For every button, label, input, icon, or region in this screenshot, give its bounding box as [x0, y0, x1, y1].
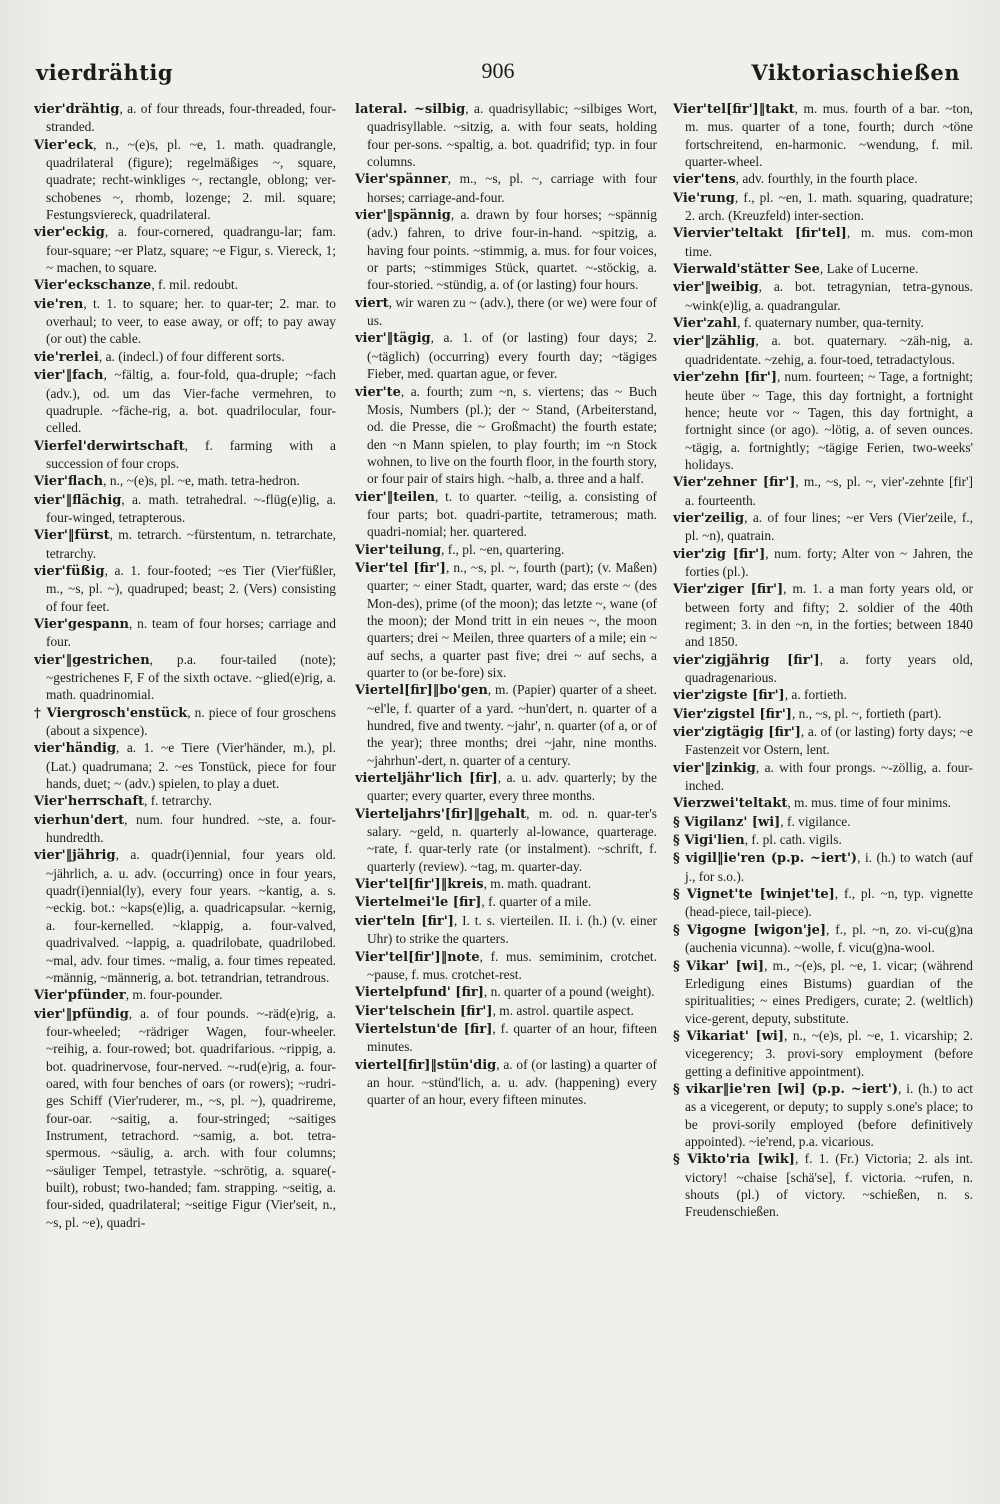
dictionary-entry: vier'‖gestrichen, p.a. four-tailed (note); ~gestrichenes F, F of the sixth octave. ~glied(e)rig, a. math. quadrinomial.	[34, 651, 336, 703]
dictionary-entry: Vier'tel[fir']‖kreis, m. math. quadrant.	[355, 876, 592, 893]
page-number: 906	[481, 58, 515, 83]
dictionary-entry: lateral. ~silbig, a. quadrisyllabic; ~silbiges Wort, quadrisyllable. ~sitzig, a. with four seats, holding four per-sons. ~spaltig, a. bot. quadrifid; typ. in four columns.	[355, 101, 657, 170]
column-right	[673, 100, 973, 1490]
dictionary-entry: vier'te, a. fourth; zum ~n, s. viertens; das ~ Buch Mosis, Numbers (pl.); der ~ Stand, (Arbeiterstand, od. die Presse, die ~ Großmacht) the fourth estate; den ~n Mann spielen, to play fourth; im ~n Stock wohnen, to live on the fourth floor, in the fourth story, or four pair of stairs high. ~halb, a. three and a half.	[355, 383, 657, 487]
dictionary-entry: vier'‖weibig, a. bot. tetragynian, tetra-gynous. ~wink(e)lig, a. quadrangular.	[673, 279, 973, 313]
dictionary-entry: vier'zehn [fir'], num. fourteen; ~ Tage, a fortnight; heute über ~ Tage, this day fortnight, a fortnight hence; heute vor ~ Tagen, this day fortnight, a fortnight since (or ago). ~lötig, a. of seven ounces. ~tägig, a. fortnightly; ~tägige Ferien, two-weeks' holidays.	[673, 369, 973, 472]
dictionary-entry: § Vignet'te [winjet'te], f., pl. ~n, typ. vignette (head-piece, tail-piece).	[673, 886, 973, 920]
dictionary-entry: Vier'zehner [fir'], m., ~s, pl. ~, vier'-zehnte [fir'] a. fourteenth.	[673, 474, 973, 508]
dictionary-entry: Vier'flach, n., ~(e)s, pl. ~e, math. tetra-hedron.	[34, 473, 300, 490]
dictionary-entry: Vier'eck, n., ~(e)s, pl. ~e, 1. math. quadrangle, quadrilateral (figure); regelmäßiges ~, square, quadrate; recht-winkliges ~, rectangle, oblong; ver-schobenes ~, rhomb, lozenge; 2. mil. square; Festungsviereck, quadrilateral.	[34, 136, 336, 223]
dictionary-entry: vier'‖flächig, a. math. tetrahedral. ~-flüg(e)lig, a. four-winged, tetrapterous.	[34, 491, 336, 525]
dictionary-entry: Vier'tel[fir']‖note, f. mus. semiminim, crotchet. ~pause, f. mus. crotchet-rest.	[355, 948, 657, 982]
dictionary-entry: vier'teln [fir'], I. t. s. vierteilen. II. i. (h.) (v. einer Uhr) to strike the quarters.	[355, 912, 657, 947]
dictionary-entry: vier'zigste [fir'], a. fortieth.	[673, 687, 847, 704]
right-running-headword: Viktoriaschießen	[751, 60, 960, 85]
dictionary-entry: vier'drähtig, a. of four threads, four-threaded, four-stranded.	[34, 101, 336, 135]
dictionary-entry: viertel[fir]‖stün'dig, a. of (or lasting) a quarter of an hour. ~stünd'lich, a. u. adv. (happening) every quarter of an hour, every fifteen minutes.	[355, 1056, 657, 1108]
dictionary-entry: Vier'zahl, f. quaternary number, qua-ternity.	[673, 315, 924, 332]
dictionary-entry: § Vigilanz' [wi], f. vigilance.	[673, 813, 851, 830]
dictionary-entry: vier'‖tägig, a. 1. of (or lasting) four days; 2. (~täglich) (occurring) every fourth day; ~tägiges Fieber, med. quartan ague, or fever.	[355, 330, 657, 382]
dictionary-entry: Vier'gespann, n. team of four horses; carriage and four.	[34, 615, 336, 650]
dictionary-entry: Vierfel'derwirtschaft, f. farming with a succession of four crops.	[34, 437, 336, 471]
dictionary-entry: § vikar‖ie'ren [wi] (p.p. ~iert'), i. (h.) to act as a vicegerent, or deputy; to supply s.one's place; to be provi-sorily employed (before definitively appointed). ~ie'rend, p.a. vicarious.	[673, 1080, 973, 1149]
page-header	[36, 52, 960, 92]
dictionary-entry: Vie'rung, f., pl. ~en, 1. math. squaring, quadrature; 2. arch. (Kreuzfeld) inter-section.	[673, 189, 973, 224]
dictionary-entry: vier'‖zählig, a. bot. quaternary. ~zäh-nig, a. quadridentate. ~zehig, a. four-toed, tetradactylous.	[673, 333, 973, 367]
dictionary-entry: vier'‖spännig, a. drawn by four horses; ~spännig (adv.) fahren, to drive four-in-hand. ~spitzig, a. having four points. ~stimmig, a. mus. for four voices, or parts; ~stimmiges Stück, quartet. ~-stöckig, a. four-storied. ~stündig, a. of (or lasting) four hours.	[355, 207, 657, 293]
dictionary-entry: vie'ren, t. 1. to square; her. to quar-ter; 2. mar. to overhaul; to veer, to ease away, or off; to pay away (or out) the cable.	[34, 295, 336, 347]
dictionary-entry: Vier'spänner, m., ~s, pl. ~, carriage with four horses; carriage-and-four.	[355, 171, 657, 205]
dictionary-entry: Vier'‖fürst, m. tetrarch. ~fürstentum, n. tetrarchate, tetrarchy.	[34, 527, 336, 561]
dictionary-entry: vier'zigtägig [fir'], a. of (or lasting) forty days; ~e Fastenzeit vor Ostern, lent.	[673, 724, 973, 758]
dictionary-entry: vier'‖pfündig, a. of four pounds. ~-räd(e)rig, a. four-wheeled; ~rädriger Wagen, four-wheeler. ~reihig, a. four-rowed; bot. quadrifarious. ~rippig, a. bot. quadrinervose, four-nerved. ~-rud(e)rig, a. four-oared, with four benches of oars (or rowers); ~rudri-ges Schiff (Vier'ruderer, m., ~s, pl. ~), quadrireme, four-oar. ~saitig, a. four-stringed; ~saitiges Instrument, tetrachord. ~samig, a. bot. tetra-spermous. ~säulig, a. arch. with four columns; ~säuliger Tempel, tetrastyle. ~schrötig, a. square(-built), robust; two-handed; fam. strapping. ~seitig, a. four-sided, quadrilateral; ~seitige Figur (Vier'seit, n., ~s, pl. ~e), quadri-	[34, 1005, 336, 1230]
dictionary-entry: Viertel[fir]‖bo'gen, m. (Papier) quarter of a sheet. ~el'le, f. quarter of a yard. ~hun'dert, n. quarter of a hundred, five and twenty. ~jahr', n. quarter (of a, or of the year); three months; drei ~jahr, nine months. ~jahrhun'-dert, n. quarter of a century.	[355, 682, 657, 768]
dictionary-entry: Vierteljahrs'[fir]‖gehalt, m. od. n. quar-ter's salary. ~geld, n. quarterly al-lowance, quarterage. ~rate, f. quar-terly rate (or instalment). ~schrift, f. quarterly (review). ~tag, m. quarter-day.	[355, 805, 657, 874]
dictionary-entry: Vier'tel [fir'], n., ~s, pl. ~, fourth (part); (v. Maßen) quarter; ~ einer Stadt, quarter, ward; das erste ~ (des Mon-des), prime (of the moon); das letzte ~, wane (of the moon); der Mond tritt in ein neues ~, the moon quarters; drei ~ Meilen, three quarters of a mile; ein ~ auf sechs, a quarter past five; drei ~ auf sechs, a quarter to (or be-fore) six.	[355, 559, 657, 680]
dictionary-entry: § Vikariat' [wi], n., ~(e)s, pl. ~e, 1. vicarship; 2. vicegerency; 3. provi-sory employment (before getting a definitive appointment).	[673, 1027, 973, 1079]
dictionary-entry: Viervier'teltakt [fir'tel], m. mus. com-mon time.	[673, 225, 973, 259]
dictionary-entry: Vier'pfünder, m. four-pounder.	[34, 987, 223, 1004]
dictionary-entry: Vier'herrschaft, f. tetrarchy.	[34, 793, 212, 810]
dictionary-entry: Vier'eckschanze, f. mil. redoubt.	[34, 277, 238, 294]
dictionary-entry: § vigil‖ie'ren (p.p. ~iert'), i. (h.) to watch (auf j., for s.o.).	[673, 850, 973, 884]
left-running-headword: vierdrähtig	[36, 60, 174, 85]
dictionary-entry: vier'‖teilen, t. to quarter. ~teilig, a. consisting of four parts; bot. quadri-partite, tetramerous; math. quadri-nomial; her. quartered.	[355, 488, 657, 540]
dictionary-entry: vierteljähr'lich [fir], a. u. adv. quarterly; by the quarter; every quarter, every three months.	[355, 770, 657, 804]
column-left	[34, 100, 336, 1490]
dictionary-entry: vier'händig, a. 1. ~e Tiere (Vier'händer, m.), pl. (Lat.) quadrumana; 2. ~es Tonstück, piece for four hands, duet; ~ (adv.) spielen, to play a duet.	[34, 740, 336, 792]
dictionary-entry: Viertelmei'le [fir], f. quarter of a mile.	[355, 894, 592, 911]
dictionary-entry: vier'eckig, a. four-cornered, quadrangu-lar; fam. four-square; ~er Platz, square; ~e Figur, s. Viereck, 1; ~ machen, to square.	[34, 224, 336, 276]
dictionary-entry: vier'tens, adv. fourthly, in the fourth place.	[673, 171, 918, 188]
dictionary-entry: vier'‖zinkig, a. with four prongs. ~-zöllig, a. four-inched.	[673, 759, 973, 794]
dictionary-entry: vie'rerlei, a. (indecl.) of four different sorts.	[34, 348, 285, 365]
dictionary-entry: vier'zeilig, a. of four lines; ~er Vers (Vier'zeile, f., pl. ~n), quatrain.	[673, 509, 973, 544]
dictionary-entry: vier'zigjährig [fir'], a. forty years old, quadragenarious.	[673, 651, 973, 685]
dictionary-entry: § Vikto'ria [wik], f. 1. (Fr.) Victoria; 2. als int. victory! ~chaise [schä'se], f. victoria. ~rufen, n. shouts (pl.) of victory. ~schießen, n. s. Freudenschießen.	[673, 1151, 973, 1220]
dictionary-entry: Vierzwei'teltakt, m. mus. time of four minims.	[673, 795, 951, 812]
dictionary-entry: † Viergrosch'enstück, n. piece of four groschens (about a sixpence).	[34, 704, 336, 739]
dictionary-entry: Viertelpfund' [fir], n. quarter of a pound (weight).	[355, 984, 655, 1001]
column-middle	[355, 100, 657, 1490]
dictionary-entry: vier'zig [fir'], num. forty; Alter von ~ Jahren, the forties (pl.).	[673, 545, 973, 579]
dictionary-entry: vier'‖jährig, a. quadr(i)ennial, four years old. ~jährlich, a. u. adv. (occurring) once in four years, quadr(i)ennial(ly), every four years. ~kantig, a. s. ~eckig. bot.: ~kaps(e)lig, a. quadricapsular. ~kernig, a. four-kernelled. ~klappig, a. four-valved, quadrivalved. ~lappig, a. quadrilobate, quadrilobed. ~mal, adv. four times. ~malig, a. four times repeated. ~männig, ~männerig, a. bot. tetrandrian, tetrandrous.	[34, 847, 336, 985]
dictionary-entry: Vierwald'stätter See, Lake of Lucerne.	[673, 261, 919, 278]
dictionary-entry: § Vigi'lien, f. pl. cath. vigils.	[673, 832, 842, 849]
dictionary-entry: Vier'tel[fir']‖takt, m. mus. fourth of a bar. ~ton, m. mus. quarter of a tone, fourth; durch ~töne fortschreitend, en-harmonic. ~wendung, f. mil. quarter-wheel.	[673, 101, 973, 170]
dictionary-entry: Vier'teilung, f., pl. ~en, quartering.	[355, 541, 565, 558]
dictionary-entry: Vier'zigstel [fir'], n., ~s, pl. ~, fortieth (part).	[673, 705, 942, 722]
dictionary-entry: § Vikar' [wi], m., ~(e)s, pl. ~e, 1. vicar; (während Erledigung eines Bistums) guardian of the spiritualities; ~ eines Predigers, curate; 2. (weltlich) vice-gerent, deputy, substitute.	[673, 957, 973, 1026]
dictionary-entry: § Vigogne [wigon'je], f., pl. ~n, zo. vi-cu(g)na (auchenia vicunna). ~wolle, f. vicu(g)na-wool.	[673, 921, 973, 956]
dictionary-entry: vier'‖fach, ~fältig, a. four-fold, qua-druple; ~fach (adv.), od. um das Vier-fache vermehren, to quadruple. ~fäche-rig, a. bot. quadrilocular, four-celled.	[34, 367, 336, 436]
dictionary-entry: vierhun'dert, num. four hundred. ~ste, a. four-hundredth.	[34, 811, 336, 846]
dictionary-entry: Vier'telschein [fir'], m. astrol. quartile aspect.	[355, 1002, 634, 1019]
dictionary-entry: vier'füßig, a. 1. four-footed; ~es Tier (Vier'füßler, m., ~s, pl. ~), quadruped; beast; 2. (Vers) consisting of four feet.	[34, 562, 336, 614]
dictionary-entry: Viertelstun'de [fir], f. quarter of an hour, fifteen minutes.	[355, 1020, 657, 1055]
dictionary-entry: viert, wir waren zu ~ (adv.), there (or we) were four of us.	[355, 294, 657, 329]
dictionary-entry: Vier'ziger [fir'], m. 1. a man forty years old, or between forty and fifty; 2. soldier of the 40th regiment; 3. in den ~n, in the forties; between 1840 and 1850.	[673, 581, 973, 650]
